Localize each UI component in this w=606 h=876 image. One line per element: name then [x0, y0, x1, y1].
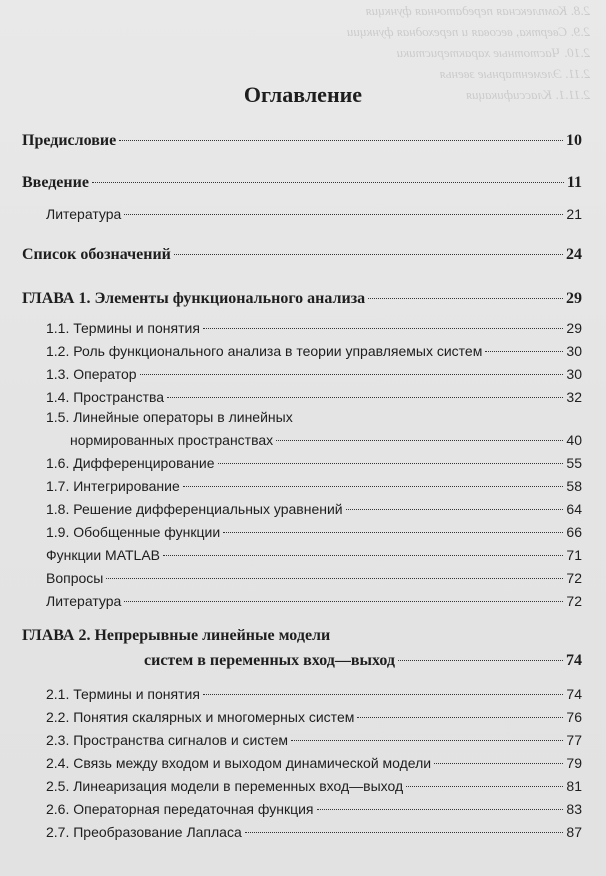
toc-page: 24 [566, 246, 582, 263]
toc-label-line1: 1.5. Линейные операторы в линейных [46, 409, 293, 425]
dot-leader [357, 717, 563, 718]
dot-leader [203, 694, 564, 695]
toc-page: 81 [566, 778, 582, 794]
dot-leader [245, 832, 564, 833]
toc-label: 1.9. Обобщенные функции [46, 524, 221, 540]
toc-label: 2.1. Термины и понятия [46, 686, 200, 702]
toc-page: 29 [566, 290, 582, 307]
dot-leader [106, 578, 563, 579]
toc-entry-1-3[interactable] [46, 366, 582, 382]
toc-label: ГЛАВА 1. Элементы функционального анализа [22, 290, 366, 307]
dot-leader [124, 601, 563, 602]
toc-entry-1-8[interactable] [46, 501, 582, 517]
toc-entry-2-5[interactable] [46, 778, 582, 794]
dot-leader [167, 397, 563, 398]
toc-label: Литература [46, 206, 122, 222]
toc-label: 2.7. Преобразование Лапласа [46, 824, 242, 840]
toc-entry-2-6[interactable] [46, 801, 582, 817]
dot-leader [140, 374, 564, 375]
toc-entry-2-7[interactable] [46, 824, 582, 840]
toc-entry-1-4[interactable] [46, 389, 582, 405]
dot-leader [92, 182, 564, 183]
toc-label: 1.4. Пространства [46, 389, 165, 405]
dot-leader [183, 486, 564, 487]
toc-label: Список обозначений [22, 246, 171, 263]
toc-entry-1-1[interactable] [46, 320, 582, 336]
toc-label: 1.1. Термины и понятия [46, 320, 200, 336]
toc-page: 72 [566, 593, 582, 609]
toc-label: 1.8. Решение дифференциальных уравнений [46, 501, 343, 517]
dot-leader [368, 298, 563, 299]
toc-entry-2-1[interactable] [46, 686, 582, 702]
dot-leader [406, 786, 563, 787]
toc-label: нормированных пространствах [70, 432, 274, 448]
toc-label: 1.7. Интегрирование [46, 478, 180, 494]
toc-label: Функции MATLAB [46, 547, 161, 563]
toc-page: 10 [566, 132, 582, 149]
dot-leader [174, 254, 563, 255]
toc-entry-2-2[interactable] [46, 709, 582, 725]
dot-leader [119, 140, 563, 141]
toc-entry-1-9[interactable] [46, 524, 582, 540]
toc-entry-introduction[interactable] [22, 174, 582, 192]
toc-entry-literature-intro[interactable] [46, 206, 582, 222]
toc-page: 55 [566, 455, 582, 471]
toc-entry-1-2[interactable] [46, 343, 582, 359]
toc-page: 30 [566, 366, 582, 382]
toc-page: 74 [566, 686, 582, 702]
bleed-line: 2.9. Свертка, весовая и переходная функции [346, 24, 590, 39]
toc-page: 74 [566, 652, 582, 669]
toc-label: 1.3. Оператор [46, 366, 137, 382]
dot-leader [223, 532, 563, 533]
toc-entry-questions[interactable] [46, 570, 582, 586]
dot-leader [317, 809, 564, 810]
bleed-line: 2.11. Элементарные звенья [439, 66, 590, 81]
toc-label: 2.3. Пространства сигналов и систем [46, 732, 289, 748]
toc-entry-chapter-2[interactable] [144, 652, 582, 670]
toc-entry-2-4[interactable] [46, 755, 582, 771]
toc-label: 2.5. Линеаризация модели в переменных вход—выход [46, 778, 404, 794]
toc-label: Введение [22, 174, 89, 191]
toc-label: 2.2. Понятия скалярных и многомерных систем [46, 709, 355, 725]
toc-page: 76 [566, 709, 582, 725]
toc-page: 66 [566, 524, 582, 540]
toc-entry-1-6[interactable] [46, 455, 582, 471]
dot-leader [291, 740, 563, 741]
toc-label: 1.2. Роль функционального анализа в теории управляемых систем [46, 343, 483, 359]
dot-leader [203, 328, 564, 329]
toc-page: 30 [566, 343, 582, 359]
toc-entry-2-3[interactable] [46, 732, 582, 748]
toc-page: 40 [566, 432, 582, 448]
toc-page: 77 [566, 732, 582, 748]
toc-entry-1-5[interactable] [70, 432, 582, 448]
toc-entry-1-7[interactable] [46, 478, 582, 494]
toc-label: 1.6. Дифференцирование [46, 455, 215, 471]
toc-page: 87 [566, 824, 582, 840]
dot-leader [163, 555, 563, 556]
page-title: Оглавление [243, 82, 363, 107]
toc-page: 29 [566, 320, 582, 336]
toc-page: 72 [566, 570, 582, 586]
toc-page: 79 [566, 755, 582, 771]
dot-leader [485, 351, 563, 352]
toc-page: 83 [566, 801, 582, 817]
toc-entry-chapter-1[interactable] [22, 290, 582, 308]
toc-page: 21 [566, 206, 582, 222]
toc-entry-matlab[interactable] [46, 547, 582, 563]
dot-leader [218, 463, 564, 464]
toc-label-line1: ГЛАВА 2. Непрерывные линейные модели [22, 627, 331, 644]
toc-page: 71 [566, 547, 582, 563]
dot-leader [276, 440, 563, 441]
toc-page: 58 [566, 478, 582, 494]
toc-label: Предисловие [22, 132, 117, 149]
toc-page: 32 [566, 389, 582, 405]
toc-entry-notation[interactable] [22, 246, 582, 264]
toc-page: 11 [566, 174, 582, 191]
dot-leader [124, 214, 563, 215]
toc-label: 2.4. Связь между входом и выходом динамической модели [46, 755, 432, 771]
dot-leader [346, 509, 564, 510]
toc-label: Вопросы [46, 570, 104, 586]
toc-label: систем в переменных вход—выход [144, 652, 395, 669]
bleed-line: 2.11.1. Классификация [465, 87, 590, 102]
dot-leader [434, 763, 563, 764]
bleed-line: 2.8. Комплексная передаточная функция [365, 3, 590, 18]
toc-label: Литература [46, 593, 122, 609]
toc-entry-literature-ch1[interactable] [46, 593, 582, 609]
bleed-line: 2.10. Частотные характеристики [396, 45, 590, 60]
toc-label: 2.6. Операторная передаточная функция [46, 801, 314, 817]
toc-entry-preface[interactable] [22, 132, 582, 150]
dot-leader [398, 660, 563, 661]
toc-page: 64 [566, 501, 582, 517]
